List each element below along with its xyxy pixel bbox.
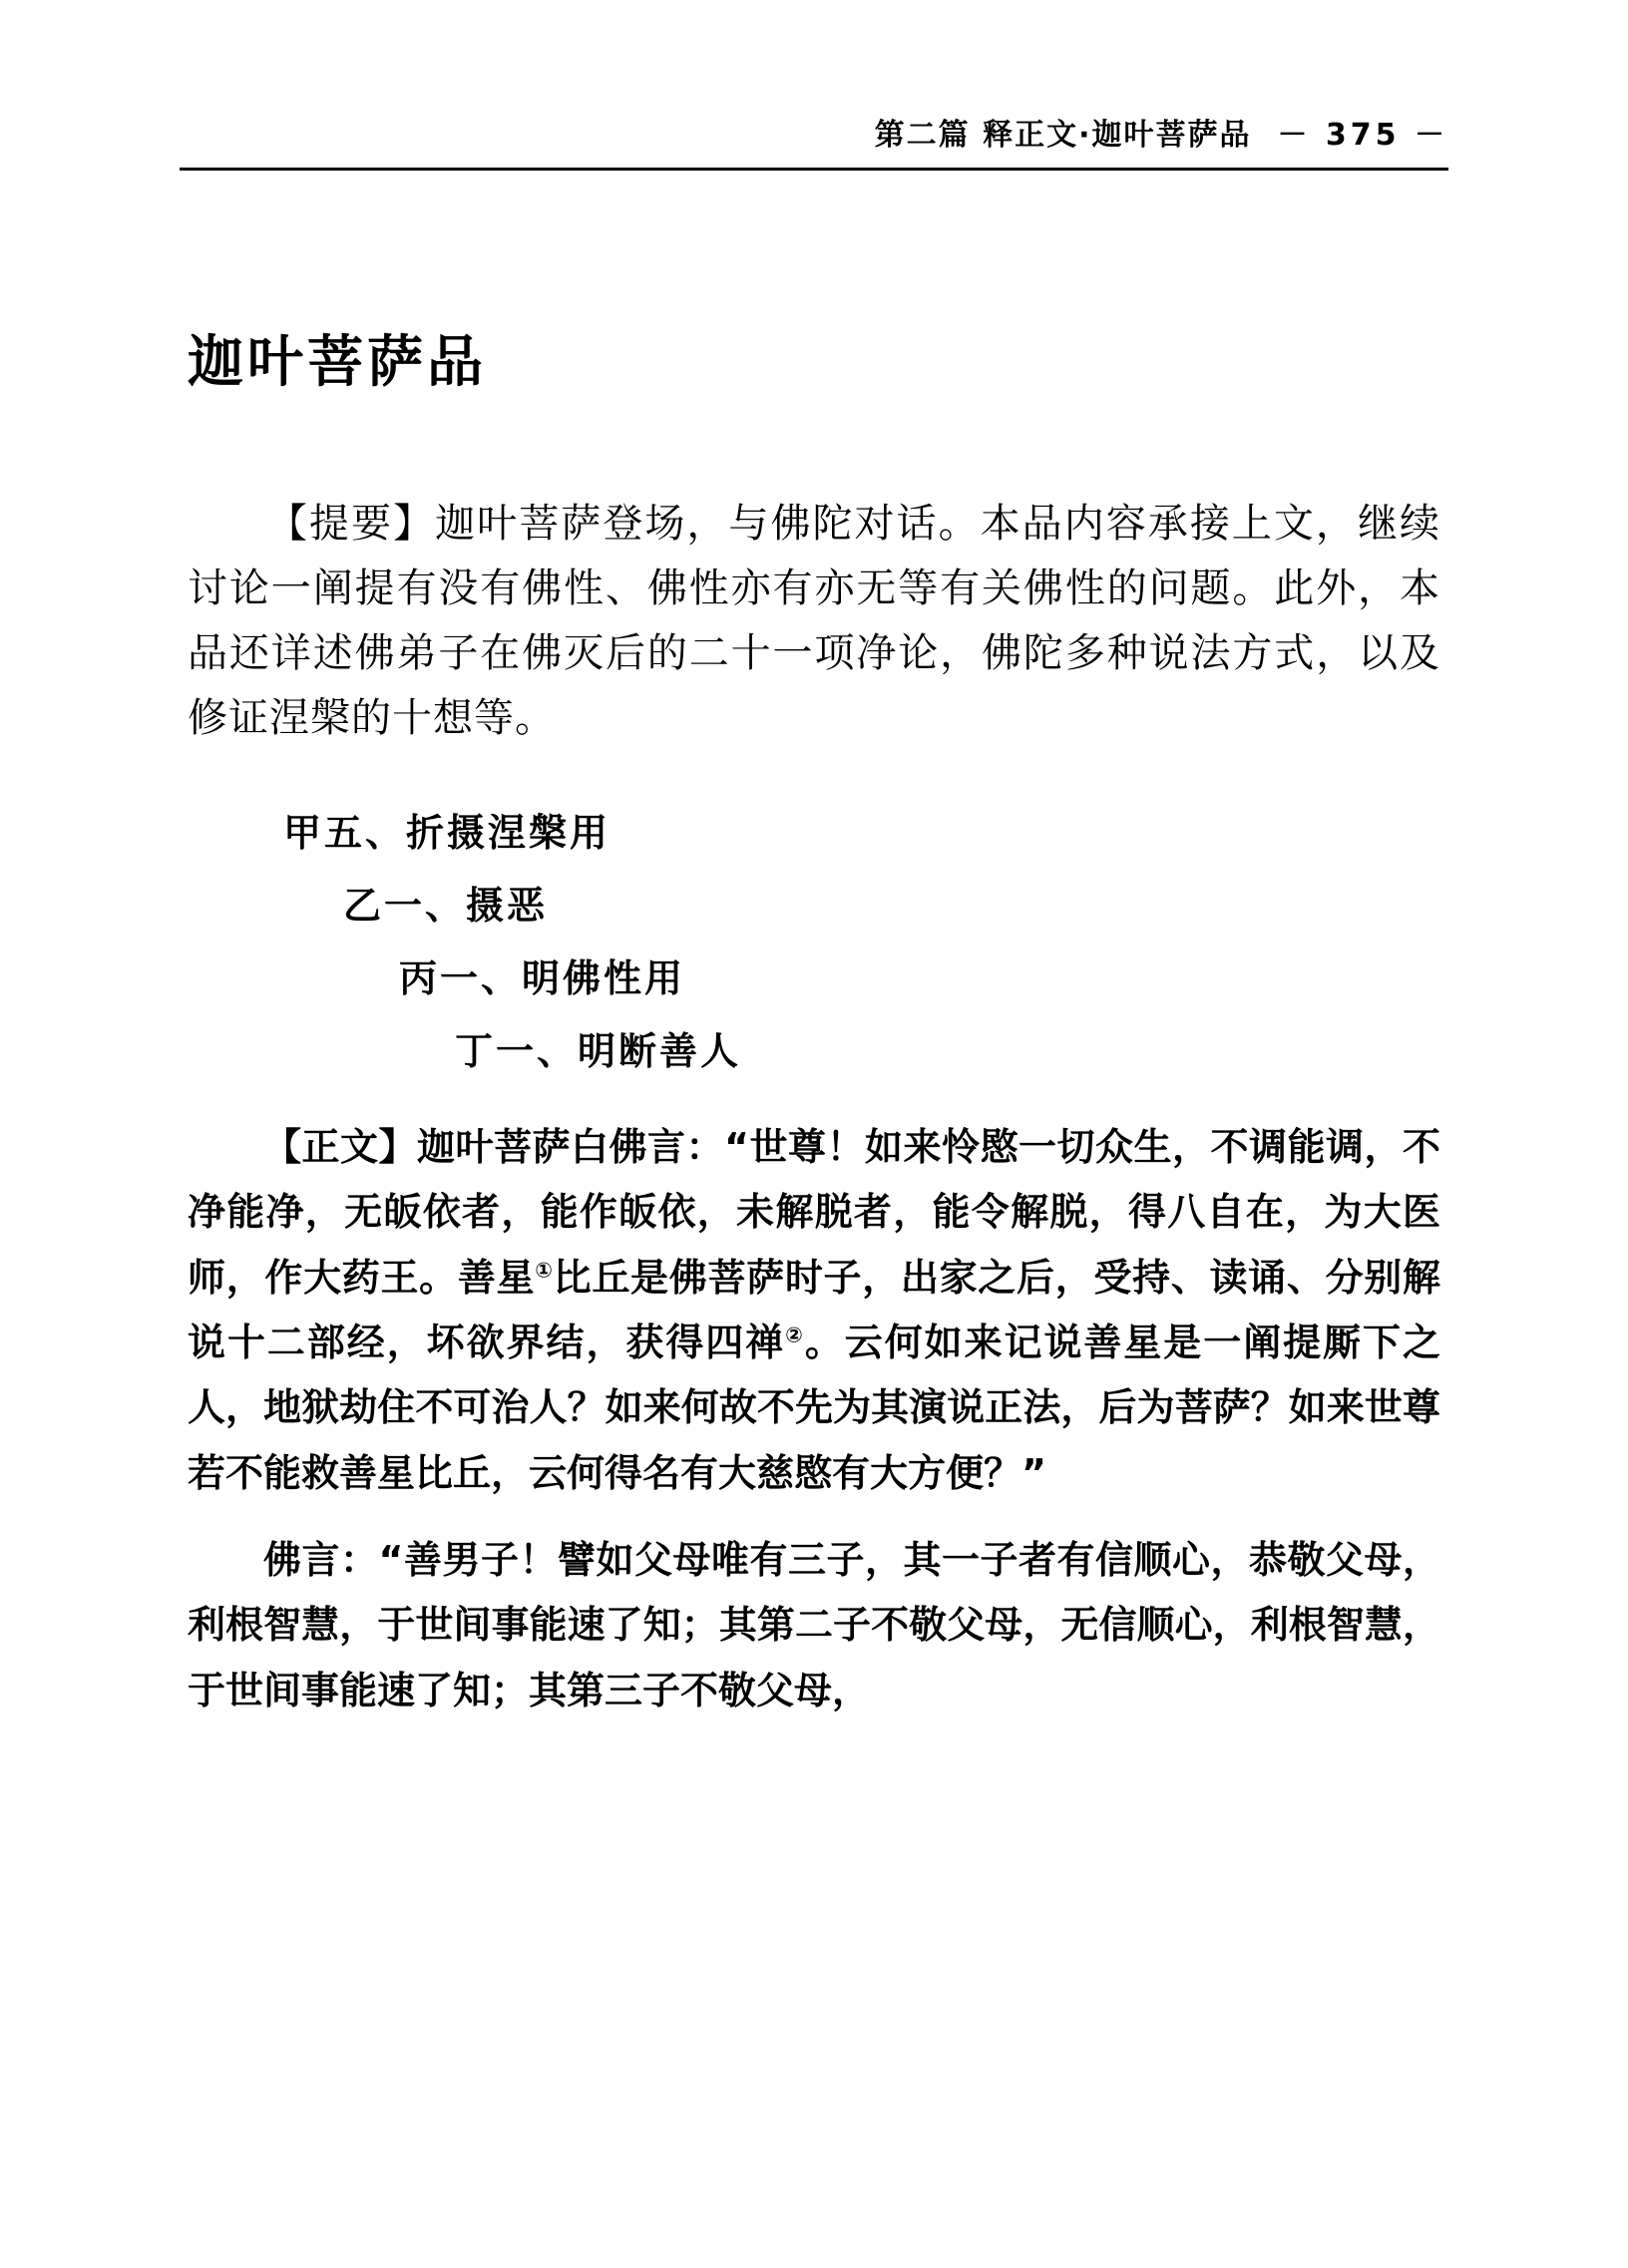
- sutra-paragraph-2: 佛言：“善男子！譬如父母唯有三子，其一子者有信顺心，恭敬父母，利根智慧，于世间事能速了知；其第二子不敬父母，无信顺心，利根智慧，于世间事能速了知；其第三子不敬父母，: [188, 1538, 1440, 1712]
- footnote-marker-1: ①: [535, 1258, 554, 1282]
- chapter-title: 迦叶菩萨品: [188, 330, 487, 395]
- sutra-text-part3: 。云何如来记说善星是一阐提厮下之人，地狱劫住不可治人？如来何故不先为其演说正法，后为菩萨？如来世尊若不能救善星比丘，云何得名有大慈愍有大方便？”: [188, 1321, 1440, 1495]
- outline-item-level4: 丁一、明断善人: [455, 1029, 742, 1074]
- summary-paragraph: 【提要】迦叶菩萨登场，与佛陀对话。本品内容承接上文，继续讨论一阐提有没有佛性、佛性亦有亦无等有关佛性的问题。此外，本品还详述佛弟子在佛灭后的二十一项净论，佛陀多种说法方式，以及修证涅槃的十想等。: [188, 501, 1440, 741]
- sutra-paragraph-1: [188, 1115, 1440, 1506]
- page-content: [188, 329, 1440, 1745]
- footnote-marker-2: ②: [785, 1323, 805, 1347]
- outline-item-level2: 乙一、摄恶: [343, 884, 549, 929]
- running-header: [0, 110, 1628, 154]
- sutra-text-part2: 比丘是佛菩萨时子，出家之后，受持、读诵、分别解说十二部经，坏欲界结，获得四禅: [188, 1255, 1440, 1365]
- header-title: 第二篇 释正文·迦叶菩萨品: [874, 118, 1252, 153]
- sutra-text-part1: 【正文】迦叶菩萨白佛言：“世尊！如来怜愍一切众生，不调能调，不净能净，无皈依者，能作皈依，未解脱者，能令解脱，得八自在，为大医师，作大药王。善星: [188, 1124, 1440, 1300]
- page-number: － 375 －: [1277, 118, 1448, 153]
- outline-item-level3: 丙一、明佛性用: [399, 956, 686, 1001]
- header-divider: [180, 168, 1448, 171]
- outline-item-level1: 甲五、折摄涅槃用: [283, 811, 611, 856]
- outline-list: [188, 804, 1440, 1081]
